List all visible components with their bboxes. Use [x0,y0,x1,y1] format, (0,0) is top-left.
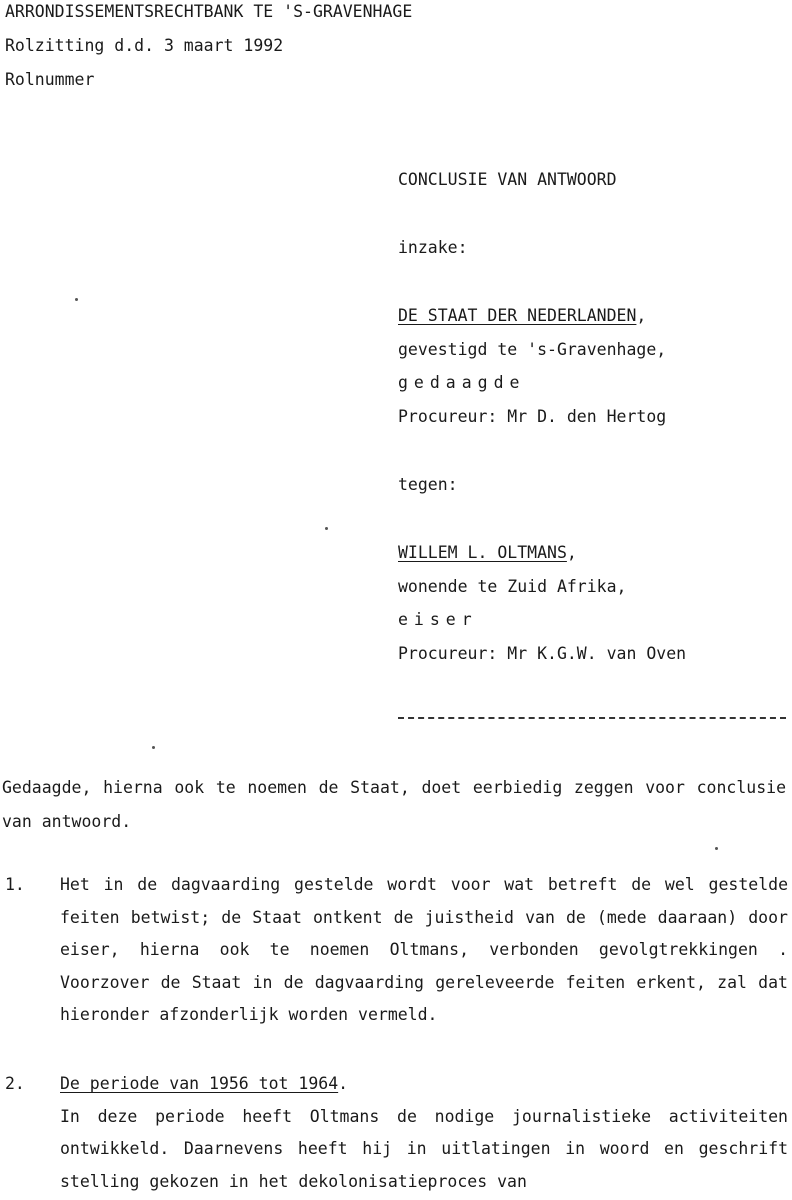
scan-speck [715,847,718,850]
item-heading: De periode van 1956 tot 1964 [60,1074,339,1093]
defendant-role: gedaagde [398,373,526,392]
plaintiff-attorney: Procureur: Mr K.G.W. van Oven [398,644,687,663]
plaintiff-name: WILLEM L. OLTMANS [398,543,567,562]
defendant-location: gevestigd te 's-Gravenhage, [398,340,667,359]
caption-divider [398,717,786,719]
item-heading-line [60,1068,788,1101]
plaintiff-role: eiser [398,610,478,629]
defendant-name: DE STAAT DER NEDERLANDEN [398,306,637,325]
plaintiff-name-line [398,542,577,564]
versus-label: tegen: [398,475,458,494]
scan-speck [325,527,328,530]
scan-speck [75,298,78,301]
item-heading-suffix: . [338,1074,349,1093]
regarding-label: inzake: [398,238,468,257]
item-content [60,1068,788,1198]
court-name: ARRONDISSEMENTSRECHTBANK TE 'S-GRAVENHAGE [5,2,413,21]
defendant-name-suffix: , [636,306,647,325]
defendant-name-line [398,305,646,327]
scan-speck [152,746,155,749]
intro-paragraph: Gedaagde, hierna ook te noemen de Staat, doet eerbiedig zeggen voor conclusie van antwoord. [2,778,786,831]
session-date: Rolzitting d.d. 3 maart 1992 [5,36,284,55]
item-text: Het in de dagvaarding gestelde wordt voor wat betreft de wel gestelde feiten betwist; de Staat ontkent de juistheid van de (mede daaraan) door eiser, hierna ook te noemen Oltmans, verbonden gevolgtrekkingen . Voorzover de Staat in de dagvaarding gereleveerde feiten erkent, zal dat hieronder afzonderlijk worden vermeld. [60,875,788,1024]
item-number: 2. [5,1074,25,1093]
item-text: In deze periode heeft Oltmans de nodige journalistieke activiteiten ontwikkeld. Daarnevens heeft hij in uitlatingen in woord en geschrift stelling gekozen in het dekolonisatieproces van [60,1106,788,1191]
plaintiff-name-suffix: , [566,543,577,562]
defendant-attorney: Procureur: Mr D. den Hertog [398,407,667,426]
roll-number-label: Rolnummer [5,70,95,89]
item-number: 1. [5,875,25,894]
plaintiff-location: wonende te Zuid Afrika, [398,577,627,596]
document-title: CONCLUSIE VAN ANTWOORD [398,170,617,189]
